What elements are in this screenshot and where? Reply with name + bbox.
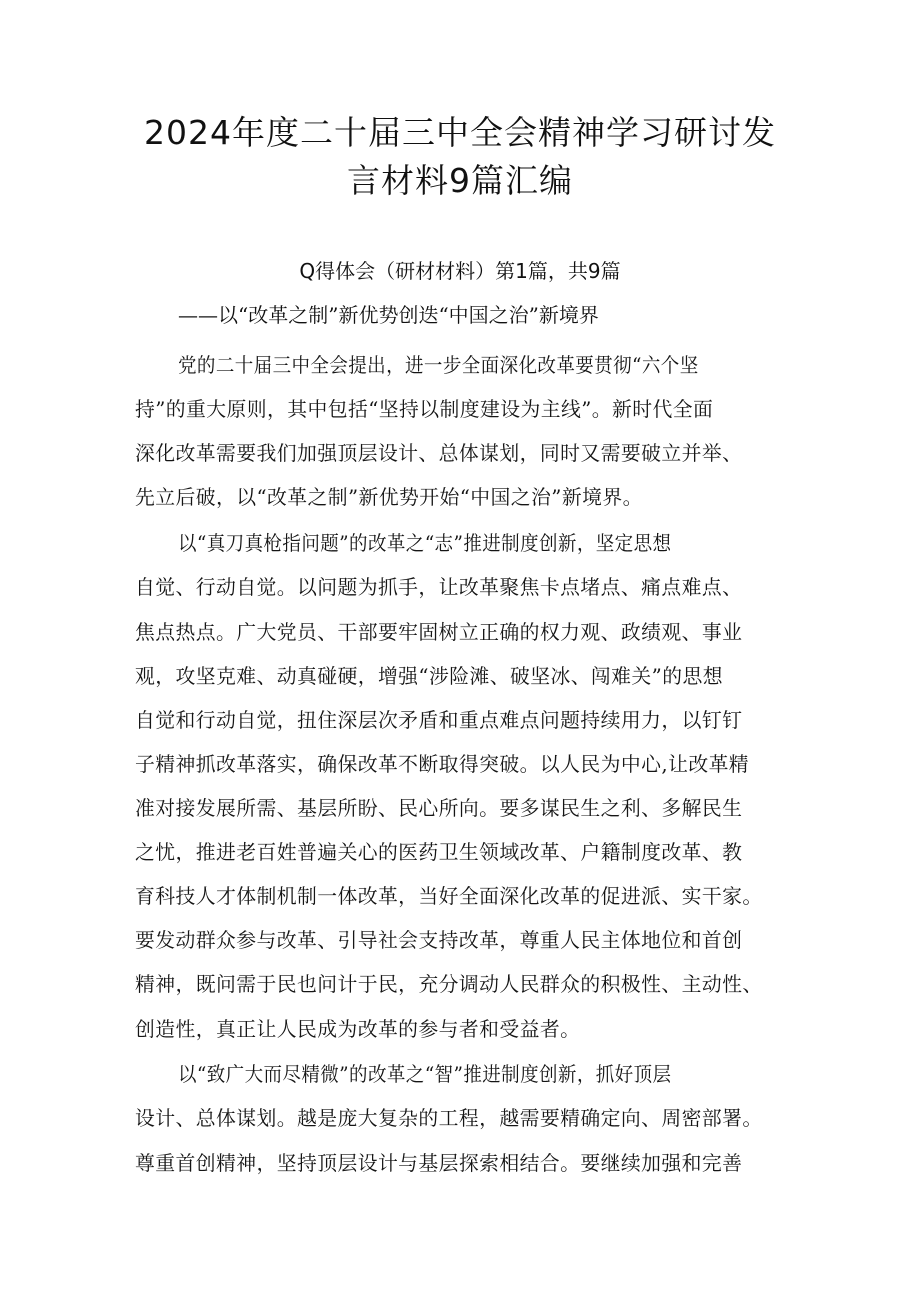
body-line: 尊重首创精神，坚持顶层设计与基层探索相结合。要继续加强和完善 <box>135 1151 743 1175</box>
body-line: 持”的重大原则，其中包括“坚持以制度建设为主线”。新时代全面 <box>135 397 714 421</box>
body-line: 精神，既问需于民也问计于民，充分调动人民群众的积极性、主动性、 <box>135 972 763 996</box>
body-line: 先立后破，以“改革之制”新优势开始“中国之治”新境界。 <box>135 485 643 509</box>
body-line: 子精神抓改革落实，确保改革不断取得突破。以人民为中心,让改革精 <box>135 752 750 776</box>
body-line: 焦点热点。广大党员、干部要牢固树立正确的权力观、政绩观、事业 <box>135 620 743 644</box>
section-subtitle: ——以“改革之制”新优势创迭“中国之治”新境界 <box>178 303 599 327</box>
body-line: 以“致广大而尽精微”的改革之“智”推进制度创新，抓好顶层 <box>178 1062 672 1086</box>
body-line: 之忧，推进老百姓普遍关心的医药卫生领域改革、户籍制度改革、教 <box>135 840 743 864</box>
body-line: 自觉、行动自觉。以问题为抓手，让改革聚焦卡点堵点、痛点难点、 <box>135 575 743 599</box>
document-title-line-1: 2024年度二十届三中全会精神学习研讨发 <box>144 113 776 152</box>
body-line: 准对接发展所需、基层所盼、民心所向。要多谋民生之利、多解民生 <box>135 796 743 820</box>
document-title-line-2: 言材料9篇汇编 <box>347 161 573 200</box>
body-line: 自觉和行动自觉，扭住深层次矛盾和重点难点问题持续用力，以钉钉 <box>135 708 743 732</box>
body-line: 育科技人才体制机制一体改革，当好全面深化改革的促进派、实干家。 <box>135 884 763 908</box>
body-line: 以“真刀真枪指问题”的改革之“志”推进制度创新，坚定思想 <box>178 531 672 555</box>
body-line: 党的二十届三中全会提出，进一步全面深化改革要贯彻“六个坚 <box>178 353 699 377</box>
section-heading: Q得体会（研材材料）第1篇，共9篇 <box>299 259 621 283</box>
body-line: 创造性，真正让人民成为改革的参与者和受益者。 <box>135 1017 581 1041</box>
body-line: 观，攻坚克难、动真碰硬，增强“涉险滩、破坚冰、闯难关”的思想 <box>135 664 723 688</box>
body-line: 深化改革需要我们加强顶层设计、总体谋划，同时又需要破立并举、 <box>135 441 743 465</box>
body-line: 设计、总体谋划。越是庞大复杂的工程，越需要精确定向、周密部署。 <box>135 1106 763 1130</box>
body-line: 要发动群众参与改革、引导社会支持改革，尊重人民主体地位和首创 <box>135 928 743 952</box>
